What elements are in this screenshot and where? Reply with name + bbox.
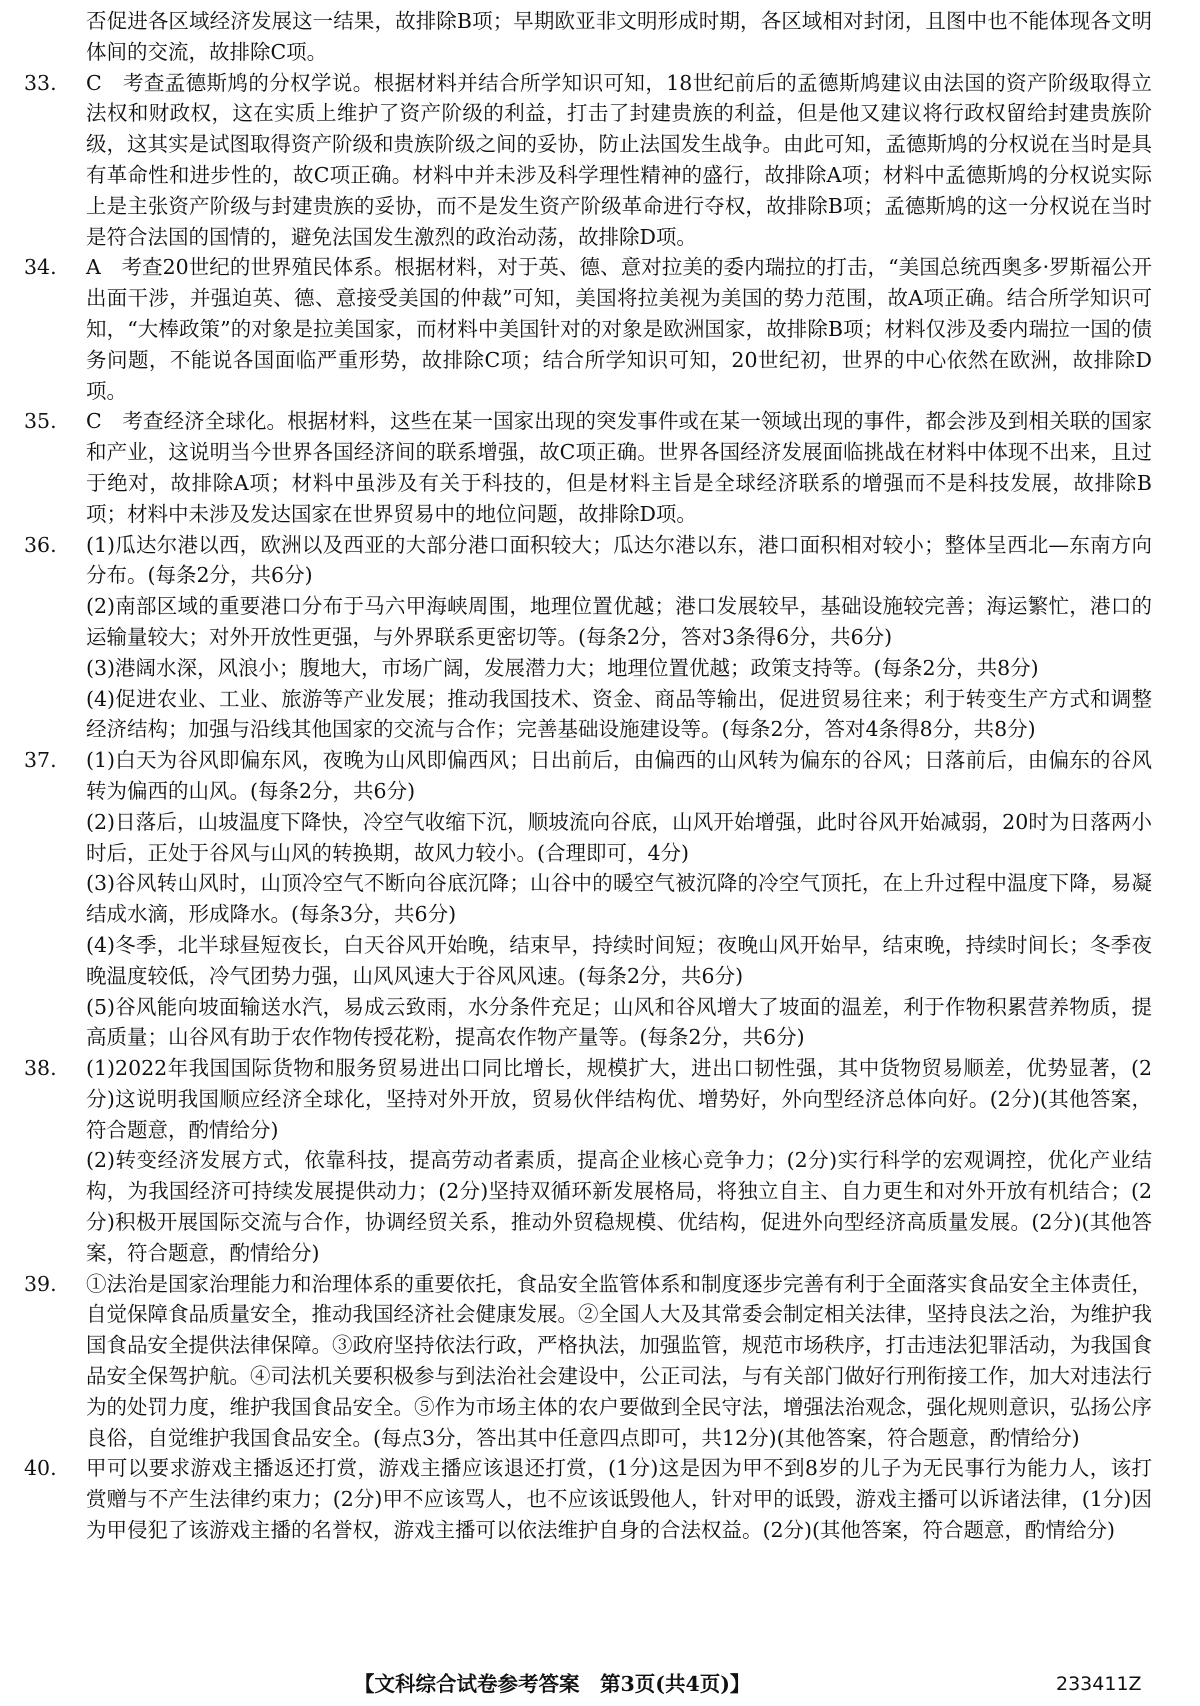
item-text: (1)白天为谷风即偏东风，夜晚为山风即偏西风；日出前后，由偏西的山风转为偏东的谷风；日落前后，由偏东的谷风转为偏西的山风。(每条2分，共6分)	[86, 748, 1152, 803]
item-37-para-2: (2)日落后，山坡温度下降快，冷空气收缩下沉，顺坡流向谷底，山风开始增强，此时谷风开始减弱，20时为日落两小时后，正处于谷风与山风的转换期，故风力较小。(合理即可，4分)	[86, 809, 1152, 865]
item-39	[24, 1269, 1152, 1454]
item-36	[24, 530, 1152, 746]
item-37-para-3: (3)谷风转山风时，山顶冷空气不断向谷底沉降；山谷中的暖空气被沉降的冷空气顶托，在上升过程中温度下降，易凝结成水滴，形成降水。(每条3分，共6分)	[86, 871, 1152, 927]
item-number: 34.	[24, 255, 57, 280]
item-37-para-1	[24, 745, 1152, 807]
item-number: 36.	[24, 532, 57, 557]
answer-content	[24, 6, 1152, 1546]
item-35	[24, 406, 1152, 529]
item-text: C 考查经济全球化。根据材料，这些在某一国家出现的突发事件或在某一领域出现的事件，都会涉及到相关联的国家和产业，这说明当今世界各国经济间的联系增强，故C项正确。世界各国经济发展面临挑战在材料中体现不出来，且过于绝对，故排除A项；材料中虽涉及有关于科技的，但是材料主旨是全球经济联系的增强而不是科技发展，故排除B项；材料中未涉及发达国家在世界贸易中的地位问题，故排除D项。	[86, 409, 1152, 526]
item-40-para	[24, 1453, 1152, 1545]
item-number: 40.	[24, 1456, 57, 1481]
item-text: (1)2022年我国国际货物和服务贸易进出口同比增长，规模扩大，进出口韧性强，其中货物贸易顺差，优势显著，(2分)这说明我国顺应经济全球化，坚持对外开放，贸易伙伴结构优、增势好，外向型经济总体向好。(2分)(其他答案，符合题意，酌情给分)	[86, 1056, 1152, 1142]
item-39-para	[24, 1269, 1152, 1454]
item-33	[24, 68, 1152, 253]
item-36-para-3: (3)港阔水深，风浪小；腹地大，市场广阔，发展潜力大；地理位置优越；政策支持等。(每条2分，共8分)	[86, 655, 1039, 680]
item-37	[24, 745, 1152, 1053]
item-36-para-2: (2)南部区域的重要港口分布于马六甲海峡周围，地理位置优越；港口发展较早，基础设施较完善；海运繁忙，港口的运输量较大；对外开放性更强，与外界联系更密切等。(每条2分，答对3条得6分，共6分)	[86, 594, 1152, 649]
item-text: ①法治是国家治理能力和治理体系的重要依托，食品安全监管体系和制度逐步完善有利于全面落实食品安全主体责任，自觉保障食品质量安全，推动我国经济社会健康发展。②全国人大及其常委会制定相关法律，坚持良法之治，为维护我国食品安全提供法律保障。③政府坚持依法行政，严格执法，加强监管，规范市场秩序，打击违法犯罪活动，为我国食品安全保驾护航。④司法机关要积极参与到法治社会建设中，公正司法，与有关部门做好行刑衔接工作，加大对违法行为的处罚力度，维护我国食品安全。⑤作为市场主体的农户要做到全民守法，增强法治观念，强化规则意识，弘扬公序良俗，自觉维护我国食品安全。(每点3分，答出其中任意四点即可，共12分)(其他答案，符合题意，酌情给分)	[86, 1271, 1152, 1450]
item-33-para	[24, 68, 1152, 253]
continued-paragraph: 否促进各区域经济发展这一结果，故排除B项；早期欧亚非文明形成时期，各区域相对封闭，且图中也不能体现各文明体间的交流，故排除C项。	[86, 9, 1152, 64]
item-number: 37.	[24, 748, 57, 773]
item-35-para	[24, 406, 1152, 529]
footer-title: 【文科综合试卷参考答案 第3页(共4页)】	[354, 1672, 751, 1696]
item-text: C 考查孟德斯鸠的分权学说。根据材料并结合所学知识可知，18世纪前后的孟德斯鸠建议由法国的资产阶级取得立法权和财政权，这在实质上维护了资产阶级的利益，打击了封建贵族的利益，但是他又建议将行政权留给封建贵族阶级，这其实是试图取得资产阶级和贵族阶级之间的妥协，防止法国发生战争。由此可知，孟德斯鸠的分权说在当时是具有革命性和进步性的，故C项正确。材料中并未涉及科学理性精神的盛行，故排除A项；材料中孟德斯鸠的分权说实际上是主张资产阶级与封建贵族的妥协，而不是发生资产阶级革命进行夺权，故排除B项；孟德斯鸠的这一分权说在当时是符合法国的国情的，避免法国发生激烈的政治动荡，故排除D项。	[86, 70, 1152, 249]
item-36-para-4: (4)促进农业、工业、旅游等产业发展；推动我国技术、资金、商品等输出，促进贸易往来；利于转变生产方式和调整经济结构；加强与沿线其他国家的交流与合作；完善基础设施建设等。(每条2分，答对4条得8分，共8分)	[86, 686, 1152, 742]
item-number: 33.	[24, 70, 57, 95]
item-number: 39.	[24, 1271, 57, 1296]
item-text: (1)瓜达尔港以西，欧洲以及西亚的大部分港口面积较大；瓜达尔港以东，港口面积相对较小；整体呈西北—东南方向分布。(每条2分，共6分)	[86, 532, 1152, 588]
item-38	[24, 1053, 1152, 1269]
item-text: 甲可以要求游戏主播返还打赏，游戏主播应该退还打赏，(1分)这是因为甲不到8岁的儿子为无民事行为能力人，该打赏赠与不产生法律约束力；(2分)甲不应该骂人，也不应该诋毁他人，针对甲的诋毁，游戏主播可以诉诸法律，(1分)因为甲侵犯了该游戏主播的名誉权，游戏主播可以依法维护自身的合法权益。(2分)(其他答案，符合题意，酌情给分)	[86, 1456, 1152, 1543]
item-37-para-5: (5)谷风能向坡面输送水汽，易成云致雨，水分条件充足；山风和谷风增大了坡面的温差，利于作物积累营养物质，提高质量；山谷风有助于农作物传授花粉，提高农作物产量等。(每条2分，共6分)	[86, 994, 1152, 1050]
footer-code: 233411Z	[1056, 1673, 1142, 1695]
item-number: 35.	[24, 409, 57, 434]
item-34	[24, 252, 1152, 406]
item-34-para	[24, 252, 1152, 406]
item-37-para-4: (4)冬季，北半球昼短夜长，白天谷风开始晚，结束早，持续时间短；夜晚山风开始早，结束晚，持续时间长；冬季夜晚温度较低，冷气团势力强，山风风速大于谷风风速。(每条2分，共6分)	[86, 932, 1152, 988]
item-text: A 考查20世纪的世界殖民体系。根据材料，对于英、德、意对拉美的委内瑞拉的打击，“美国总统西奥多·罗斯福公开出面干涉，并强迫英、德、意接受美国的仲裁”可知，美国将拉美视为美国的势力范围，故A项正确。结合所学知识可知，“大棒政策”的对象是拉美国家，而材料中美国针对的对象是欧洲国家，故排除B项；材料仅涉及委内瑞拉一国的债务问题，不能说各国面临严重形势，故排除C项；结合所学知识可知，20世纪初，世界的中心依然在欧洲，故排除D项。	[86, 255, 1152, 403]
item-36-para-1	[24, 530, 1152, 592]
item-40	[24, 1453, 1152, 1545]
item-38-para-1	[24, 1053, 1152, 1145]
item-38-para-2: (2)转变经济发展方式，依靠科技，提高劳动者素质，提高企业核心竞争力；(2分)实行科学的宏观调控，优化产业结构，为我国经济可持续发展提供动力；(2分)坚持双循环新发展格局，将独立自主、自力更生和对外开放有机结合；(2分)积极开展国际交流与合作，协调经贸关系，推动外贸稳规模、优结构，促进外向型经济高质量发展。(2分)(其他答案，符合题意，酌情给分)	[86, 1148, 1152, 1265]
item-number: 38.	[24, 1056, 57, 1081]
